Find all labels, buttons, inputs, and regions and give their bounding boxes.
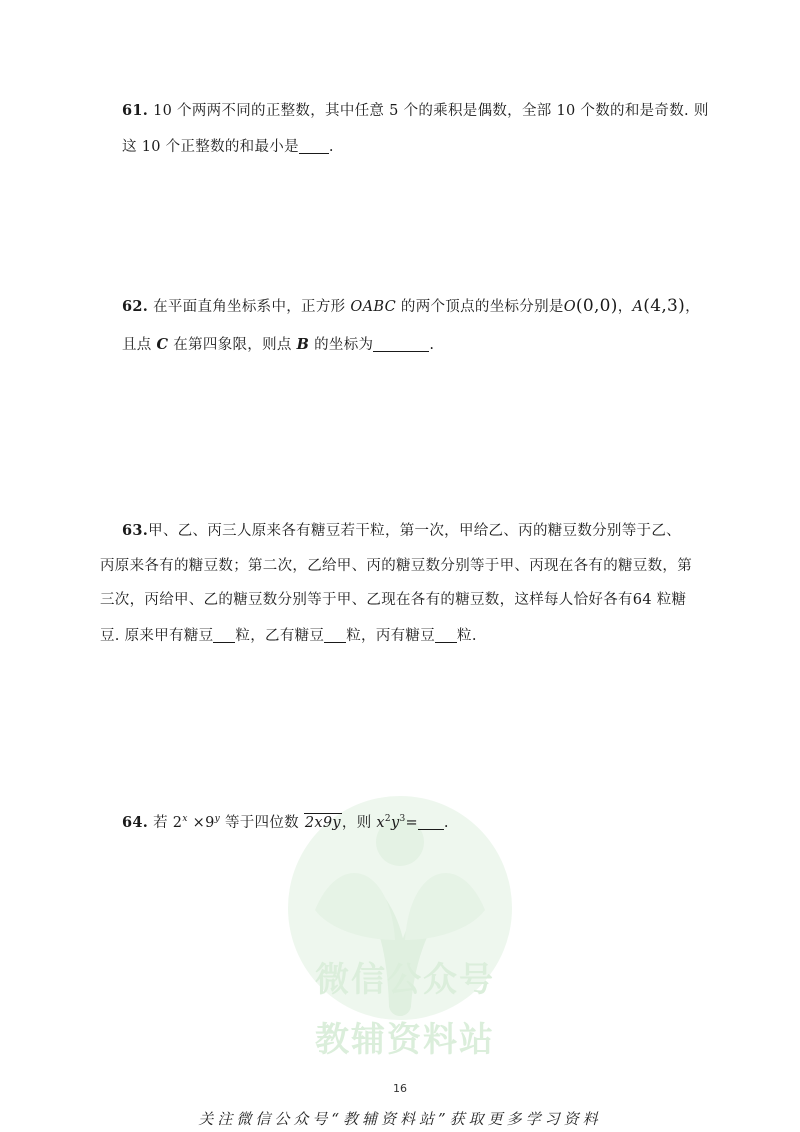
question-text: 在平面直角坐标系中，正方形	[153, 299, 346, 315]
question-text: ，则	[341, 815, 372, 831]
question-text: 等于四位数	[224, 815, 299, 831]
question-number: 63.	[122, 522, 149, 539]
question-text: 且点	[122, 337, 152, 353]
question-text: 粒，乙有糖豆	[235, 627, 325, 644]
question-63-line4	[100, 628, 692, 644]
question-text: 丙原来各有的糖豆数；第二次，乙给甲、丙的糖豆数分别等于甲、丙现在各有的糖豆数，第	[100, 557, 692, 574]
point-label: O	[563, 299, 576, 315]
math-base: 9	[205, 815, 215, 831]
question-number: 64.	[122, 814, 149, 831]
math-exponent: 3	[399, 814, 406, 825]
question-text: 的坐标为	[314, 337, 374, 353]
answer-blank-bing[interactable]	[435, 628, 457, 643]
question-62-line2	[122, 337, 692, 353]
math-var: x	[376, 815, 385, 831]
question-text: 甲、乙、丙三人原来各有糖豆若干粒，第一次，甲给乙、丙的糖豆数分别等于乙、	[148, 523, 681, 539]
math-operator: ×	[192, 815, 206, 831]
answer-blank[interactable]	[299, 139, 329, 154]
answer-blank[interactable]	[373, 337, 429, 352]
question-text: 的两个顶点的坐标分别是	[400, 299, 564, 315]
watermark-text-line1: 微信公众号	[315, 960, 495, 1000]
question-text: 豆. 原来甲有糖豆	[100, 627, 214, 644]
footer-note: 关注微信公众号“教辅资料站”获取更多学习资料	[198, 1110, 602, 1128]
punctuation: ，	[617, 299, 633, 315]
math-operator: =	[405, 815, 418, 831]
question-63	[100, 522, 692, 644]
question-text: 粒，丙有糖豆	[346, 627, 436, 644]
question-text: 在第四象限，则点	[173, 337, 292, 353]
answer-blank-yi[interactable]	[324, 628, 346, 643]
question-61	[122, 102, 709, 155]
page-number: 16	[393, 1082, 407, 1095]
question-number: 61.	[122, 102, 149, 119]
answer-blank-jia[interactable]	[213, 628, 235, 643]
question-text: 这 10 个正整数的和最小是	[122, 138, 299, 155]
question-text: 三次，丙给甲、乙的糖豆数分别等于甲、乙现在各有的糖豆数，这样每人恰好各有64 粒糖	[100, 592, 687, 608]
punctuation: .	[328, 138, 334, 155]
punctuation: ，	[685, 299, 700, 315]
four-digit-number: 2x9y	[304, 815, 341, 831]
math-exponent: x	[182, 814, 188, 825]
question-number: 62.	[122, 298, 149, 315]
question-text: 若	[153, 815, 168, 831]
math-var: y	[390, 815, 400, 831]
question-64-line1	[122, 815, 692, 831]
question-text: 粒.	[457, 627, 477, 644]
coordinate: (4,3)	[643, 296, 686, 316]
question-62-line1	[122, 296, 700, 316]
punctuation: .	[429, 337, 435, 353]
point-label: A	[632, 299, 644, 315]
math-base: 2	[172, 815, 183, 831]
question-62	[122, 296, 700, 353]
question-61-line1	[122, 102, 709, 119]
math-exponent: y	[214, 814, 221, 825]
question-63-line3	[100, 593, 692, 608]
answer-blank[interactable]	[418, 815, 444, 830]
math-exponent: 2	[384, 814, 391, 825]
point-label: C	[156, 336, 169, 353]
question-63-line1	[122, 524, 692, 539]
question-text: 10 个两两不同的正整数，其中任意 5 个的乘积是偶数，全部 10 个数的和是奇数. 则	[153, 103, 709, 119]
coordinate: (0,0)	[575, 296, 618, 316]
square-label: OABC	[350, 299, 396, 315]
watermark-text-line2: 教辅资料站	[315, 1020, 495, 1060]
punctuation: .	[443, 815, 449, 831]
question-63-line2	[100, 559, 692, 574]
point-label: B	[296, 336, 310, 353]
question-61-line2	[122, 139, 692, 155]
question-64	[122, 815, 692, 831]
